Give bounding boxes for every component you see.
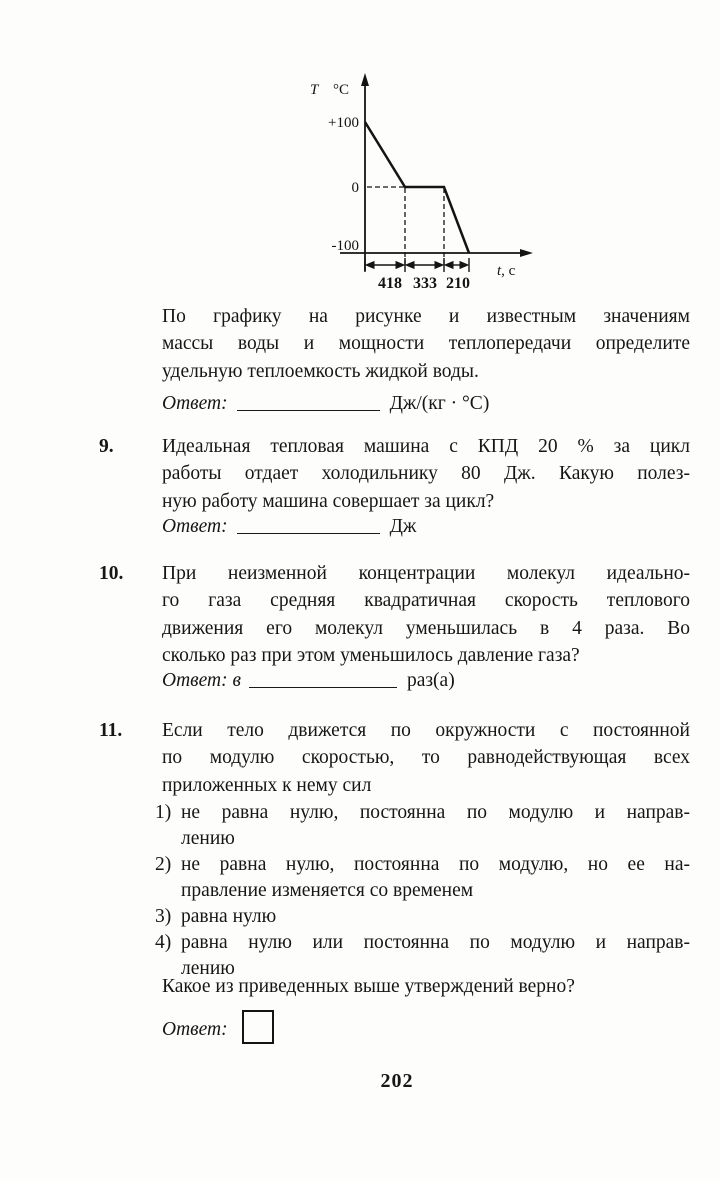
- answer-label: Ответ: в: [162, 670, 241, 691]
- text-line: лению: [181, 958, 235, 979]
- cooling-curve: [365, 122, 469, 253]
- text-line: сколько раз при этом уменьшилось давление газа?: [162, 645, 580, 667]
- text-line: го газа средняя квадратичная скорость теплового: [162, 590, 690, 612]
- t-axis-arrow-icon: [520, 249, 533, 257]
- problem9-number: 9.: [99, 436, 114, 457]
- y-axis-arrow-icon: [361, 73, 369, 86]
- problem11-question: Какое из приведенных выше утверждений верно?: [162, 976, 575, 997]
- interval-arrow-210: [445, 262, 468, 269]
- interval-arrow-333: [406, 262, 443, 269]
- text-line: По графику на рисунке и известным значениям: [162, 306, 690, 327]
- problem11-number: 11.: [99, 720, 123, 741]
- interval-label-418: 418: [378, 275, 402, 292]
- problem10-number: 10.: [99, 563, 124, 584]
- y-axis-title: T °C: [310, 82, 350, 98]
- option-text: [181, 904, 690, 930]
- interval-arrow-418: [366, 262, 404, 269]
- interval-label-210: 210: [446, 275, 470, 292]
- problem8-answer-row: [162, 389, 489, 418]
- text-line: приложенных к нему сил: [162, 774, 372, 796]
- text-line: по модулю скоростью, то равнодействующая всех: [162, 747, 690, 769]
- text-line: лению: [181, 828, 235, 849]
- answer-box[interactable]: [242, 1010, 274, 1044]
- text-line: ную работу машина совершает за цикл?: [162, 490, 495, 512]
- x-axis-title: t, с: [497, 263, 516, 279]
- option-number: 1): [155, 802, 172, 823]
- option-number: 4): [155, 932, 172, 953]
- text-line: При неизменной концентрации молекул идеально-: [162, 563, 690, 584]
- option-3: [155, 904, 690, 930]
- text-line: работы отдает холодильнику 80 Дж. Какую полез-: [162, 463, 690, 485]
- text-line: не равна нулю, постоянна по модулю, но ее на-: [181, 854, 690, 875]
- answer-unit: раз(а): [406, 670, 455, 691]
- answer-label: Ответ:: [162, 1019, 228, 1040]
- text-line: массы воды и мощности теплопередачи определите: [162, 333, 690, 355]
- interval-label-333: 333: [413, 275, 437, 292]
- text-line: равна нулю или постоянна по модулю и направ-: [181, 932, 690, 953]
- answer-unit: Дж/(кг · °С): [389, 393, 490, 414]
- option-text: [181, 800, 690, 852]
- text-line: правление изменяется со временем: [181, 880, 474, 901]
- answer-unit: Дж: [389, 516, 417, 537]
- text-line: движения его молекул уменьшилась в 4 раза. Во: [162, 617, 690, 639]
- option-number: 3): [155, 906, 172, 927]
- answer-blank[interactable]: [249, 685, 397, 688]
- text-line: не равна нулю, постоянна по модулю и направ-: [181, 802, 690, 823]
- answer-blank[interactable]: [237, 531, 380, 534]
- problem9-answer-row: [162, 512, 416, 541]
- problem10-answer-row: [162, 666, 455, 695]
- y-tick-minus100: -100: [331, 238, 359, 254]
- option-number: 2): [155, 854, 172, 875]
- problem11-answer-row: [162, 1010, 274, 1044]
- page-number: 202: [380, 1070, 414, 1092]
- problem10-text: [162, 560, 690, 670]
- text-line: равна нулю: [181, 906, 277, 927]
- temperature-time-graph: [300, 70, 540, 294]
- problem11-options: [155, 800, 690, 982]
- y-tick-zero: 0: [351, 180, 359, 196]
- problem8-text: [162, 303, 690, 385]
- problem11-text: [162, 717, 690, 799]
- option-text: [181, 852, 690, 904]
- answer-label: Ответ:: [162, 393, 228, 414]
- y-tick-plus100: +100: [328, 115, 359, 131]
- option-2: [155, 852, 690, 904]
- answer-label: Ответ:: [162, 516, 228, 537]
- answer-blank[interactable]: [237, 408, 380, 411]
- text-line: удельную теплоемкость жидкой воды.: [162, 360, 479, 382]
- text-line: Идеальная тепловая машина с КПД 20 % за цикл: [162, 436, 690, 457]
- problem9-text: [162, 433, 690, 515]
- text-line: Если тело движется по окружности с постоянной: [162, 720, 690, 741]
- option-1: [155, 800, 690, 852]
